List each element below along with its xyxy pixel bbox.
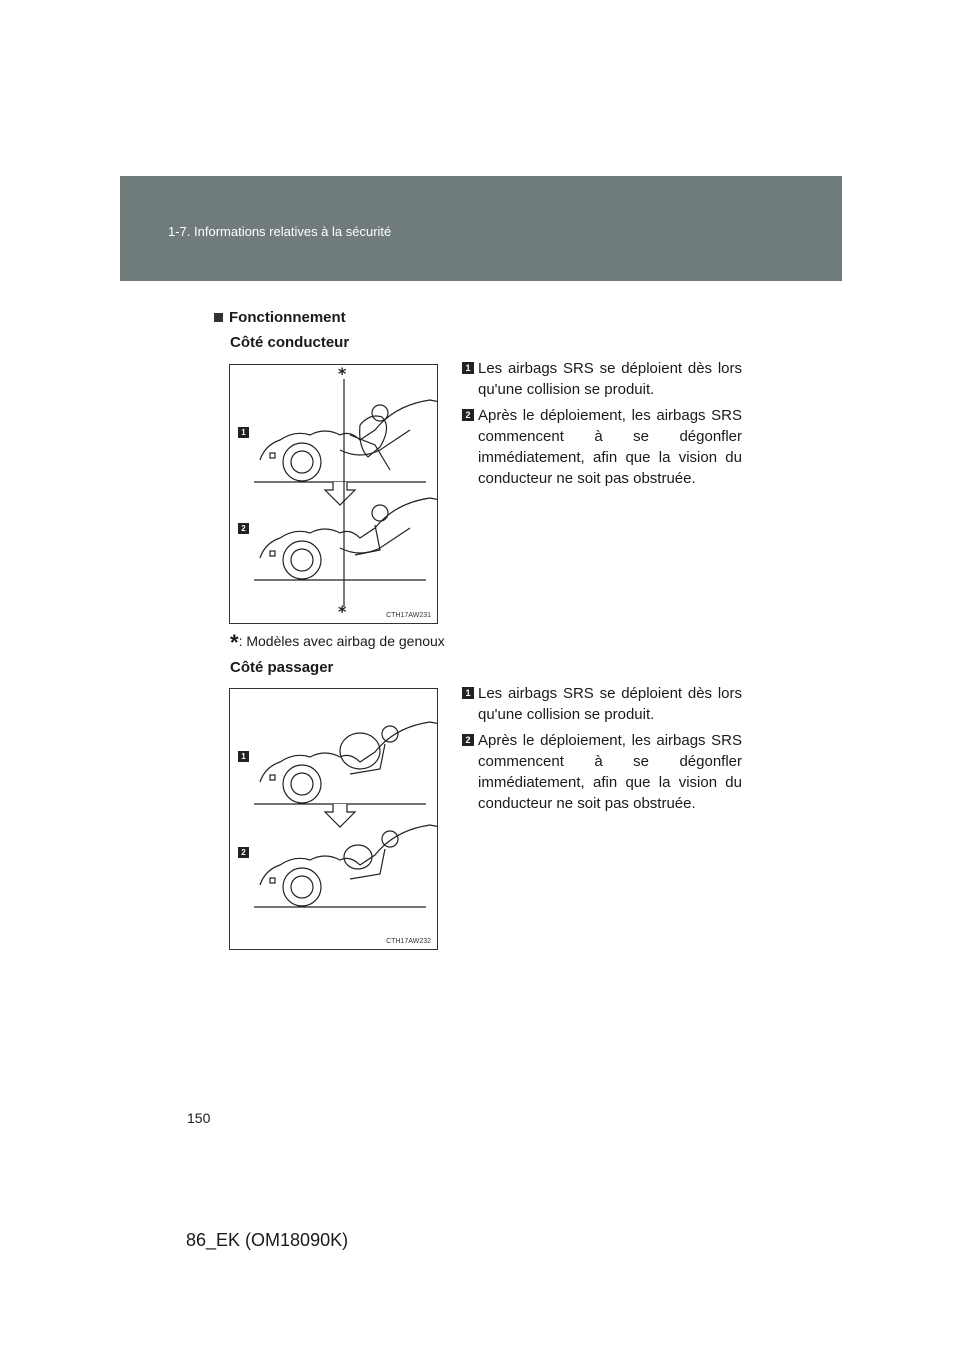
step-text: Après le déploiement, les airbags SRS commencent à se dégonfler immédiatement, afin que la vision du conducteur ne soit pas obstruée. [478, 732, 742, 812]
driver-subtitle: Côté conducteur [230, 334, 350, 351]
figure-code: CTH17AW231 [386, 612, 431, 619]
step-text: Les airbags SRS se déploient dès lors qu'une collision se produit. [478, 685, 742, 723]
asterisk-bottom: * [338, 602, 347, 621]
driver-step-2 [462, 405, 742, 489]
chapter-header [120, 176, 842, 281]
passenger-step-1 [462, 683, 742, 725]
document-code: 86_EK (OM18090K) [186, 1230, 349, 1250]
figure-step-badge-2: 2 [238, 523, 249, 534]
footnote-asterisk: * [230, 630, 239, 655]
footnote-text: : Modèles avec airbag de genoux [238, 633, 445, 649]
section-title: Fonctionnement [229, 309, 346, 326]
passenger-subtitle: Côté passager [230, 659, 334, 676]
passenger-airbag-illustration [230, 689, 437, 949]
figure-step-badge-2: 2 [238, 847, 249, 858]
step-text: Les airbags SRS se déploient dès lors qu'une collision se produit. [478, 360, 742, 398]
section-heading [214, 309, 346, 326]
step-text: Après le déploiement, les airbags SRS commencent à se dégonfler immédiatement, afin que la vision du conducteur ne soit pas obstruée. [478, 407, 742, 487]
page-number: 150 [187, 1110, 211, 1126]
passenger-airbag-figure [229, 688, 438, 950]
step-number-badge: 2 [462, 409, 474, 421]
step-number-badge: 2 [462, 734, 474, 746]
passenger-step-2 [462, 730, 742, 814]
driver-airbag-figure [229, 364, 438, 624]
chapter-title: 1-7. Informations relatives à la sécurité [168, 224, 392, 239]
figure-step-badge-1: 1 [238, 751, 249, 762]
figure-code: CTH17AW232 [386, 938, 431, 945]
square-bullet-icon [214, 313, 223, 322]
figure-step-badge-1: 1 [238, 427, 249, 438]
step-number-badge: 1 [462, 362, 474, 374]
driver-airbag-illustration [230, 365, 437, 623]
step-number-badge: 1 [462, 687, 474, 699]
footnote [230, 626, 445, 655]
driver-step-1 [462, 358, 742, 400]
asterisk-top: * [338, 365, 347, 383]
